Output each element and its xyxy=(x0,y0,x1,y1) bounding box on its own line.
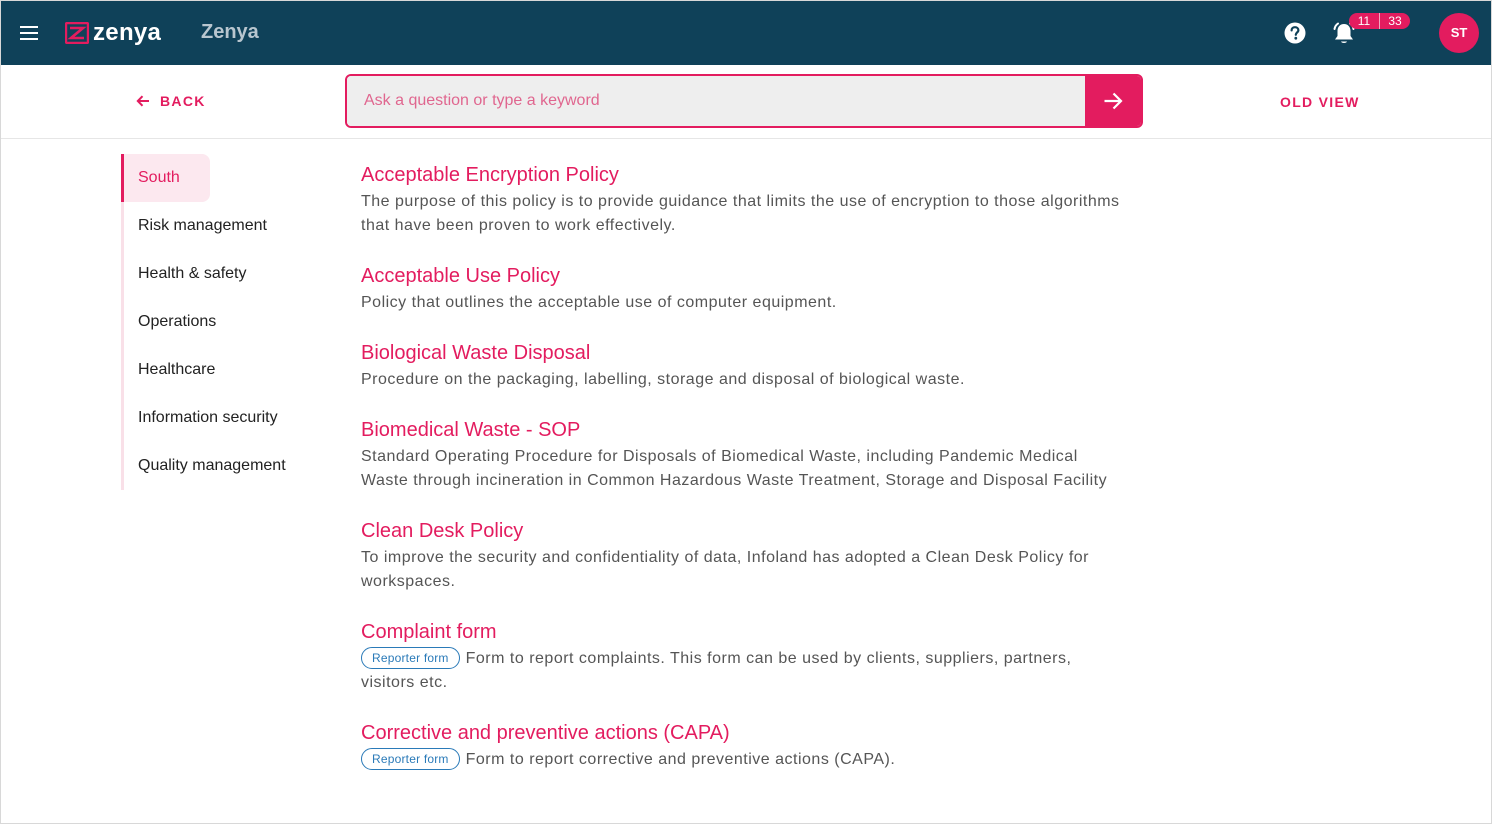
notification-count-badge[interactable]: 11 xyxy=(1349,13,1379,29)
sidebar-item-operations[interactable]: Operations xyxy=(138,313,217,330)
reporter-form-tag[interactable]: Reporter form xyxy=(361,647,460,669)
document-title-link[interactable]: Biological Waste Disposal xyxy=(361,342,591,364)
logo-text: zenya xyxy=(93,19,162,46)
app-name: Zenya xyxy=(201,21,259,43)
document-description-block xyxy=(361,647,1121,695)
list-item xyxy=(361,339,1121,392)
sidebar-item-information-security[interactable]: Information security xyxy=(138,409,278,426)
document-description: The purpose of this policy is to provide guidance that limits the use of encryption to those algorithms that have been proven to work effectively. xyxy=(361,193,1120,234)
zenya-logo-mark-icon xyxy=(65,22,89,44)
document-description: To improve the security and confidentiality of data, Infoland has adopted a Clean Desk Policy for workspaces. xyxy=(361,549,1089,590)
notification-count-badge[interactable]: 33 xyxy=(1379,13,1410,29)
document-description: Form to report corrective and preventive actions (CAPA). xyxy=(465,751,896,768)
document-title-link[interactable]: Biomedical Waste - SOP xyxy=(361,419,581,441)
sidebar-item-south[interactable]: South xyxy=(121,154,210,202)
old-view-button[interactable]: OLD VIEW xyxy=(1280,94,1360,110)
reporter-form-tag[interactable]: Reporter form xyxy=(361,748,460,770)
arrow-right-icon xyxy=(1085,76,1141,126)
list-item xyxy=(361,262,1121,315)
sidebar-item-risk-management[interactable]: Risk management xyxy=(138,217,267,234)
list-item xyxy=(361,161,1121,238)
arrow-left-icon xyxy=(136,94,150,108)
search-input[interactable] xyxy=(347,76,1089,126)
sidebar-item-health-safety[interactable]: Health & safety xyxy=(138,265,247,282)
document-title-link[interactable]: Clean Desk Policy xyxy=(361,520,524,542)
document-list xyxy=(361,161,1121,796)
sidebar-item-healthcare[interactable]: Healthcare xyxy=(138,361,216,378)
category-sidebar xyxy=(121,154,324,490)
document-title-link[interactable]: Complaint form xyxy=(361,621,497,643)
list-item xyxy=(361,517,1121,594)
document-description: Procedure on the packaging, labelling, storage and disposal of biological waste. xyxy=(361,371,965,388)
zenya-logo[interactable] xyxy=(65,19,161,47)
list-item xyxy=(361,416,1121,493)
list-item xyxy=(361,618,1121,695)
document-title-link[interactable]: Acceptable Use Policy xyxy=(361,265,560,287)
search-header xyxy=(1,65,1491,139)
list-item xyxy=(361,719,1121,772)
document-description: Policy that outlines the acceptable use of computer equipment. xyxy=(361,294,837,311)
document-description-block xyxy=(361,748,1121,772)
search-submit-button[interactable] xyxy=(1085,76,1141,126)
help-icon[interactable] xyxy=(1284,22,1306,44)
back-label: BACK xyxy=(160,93,206,109)
user-avatar[interactable]: ST xyxy=(1439,13,1479,53)
top-app-bar xyxy=(1,1,1491,65)
sidebar-item-quality-management[interactable]: Quality management xyxy=(138,457,286,474)
document-title-link[interactable]: Corrective and preventive actions (CAPA) xyxy=(361,722,730,744)
document-description: Standard Operating Procedure for Disposals of Biomedical Waste, including Pandemic Medical Waste through incineration in Common Hazardous Waste Treatment, Storage and Disposal Facility xyxy=(361,448,1108,489)
search-box xyxy=(345,74,1143,128)
document-description: Form to report complaints. This form can be used by clients, suppliers, partners, visitors etc. xyxy=(361,650,1072,691)
hamburger-menu-icon[interactable] xyxy=(18,22,40,44)
back-button[interactable] xyxy=(136,93,206,109)
document-title-link[interactable]: Acceptable Encryption Policy xyxy=(361,164,619,186)
